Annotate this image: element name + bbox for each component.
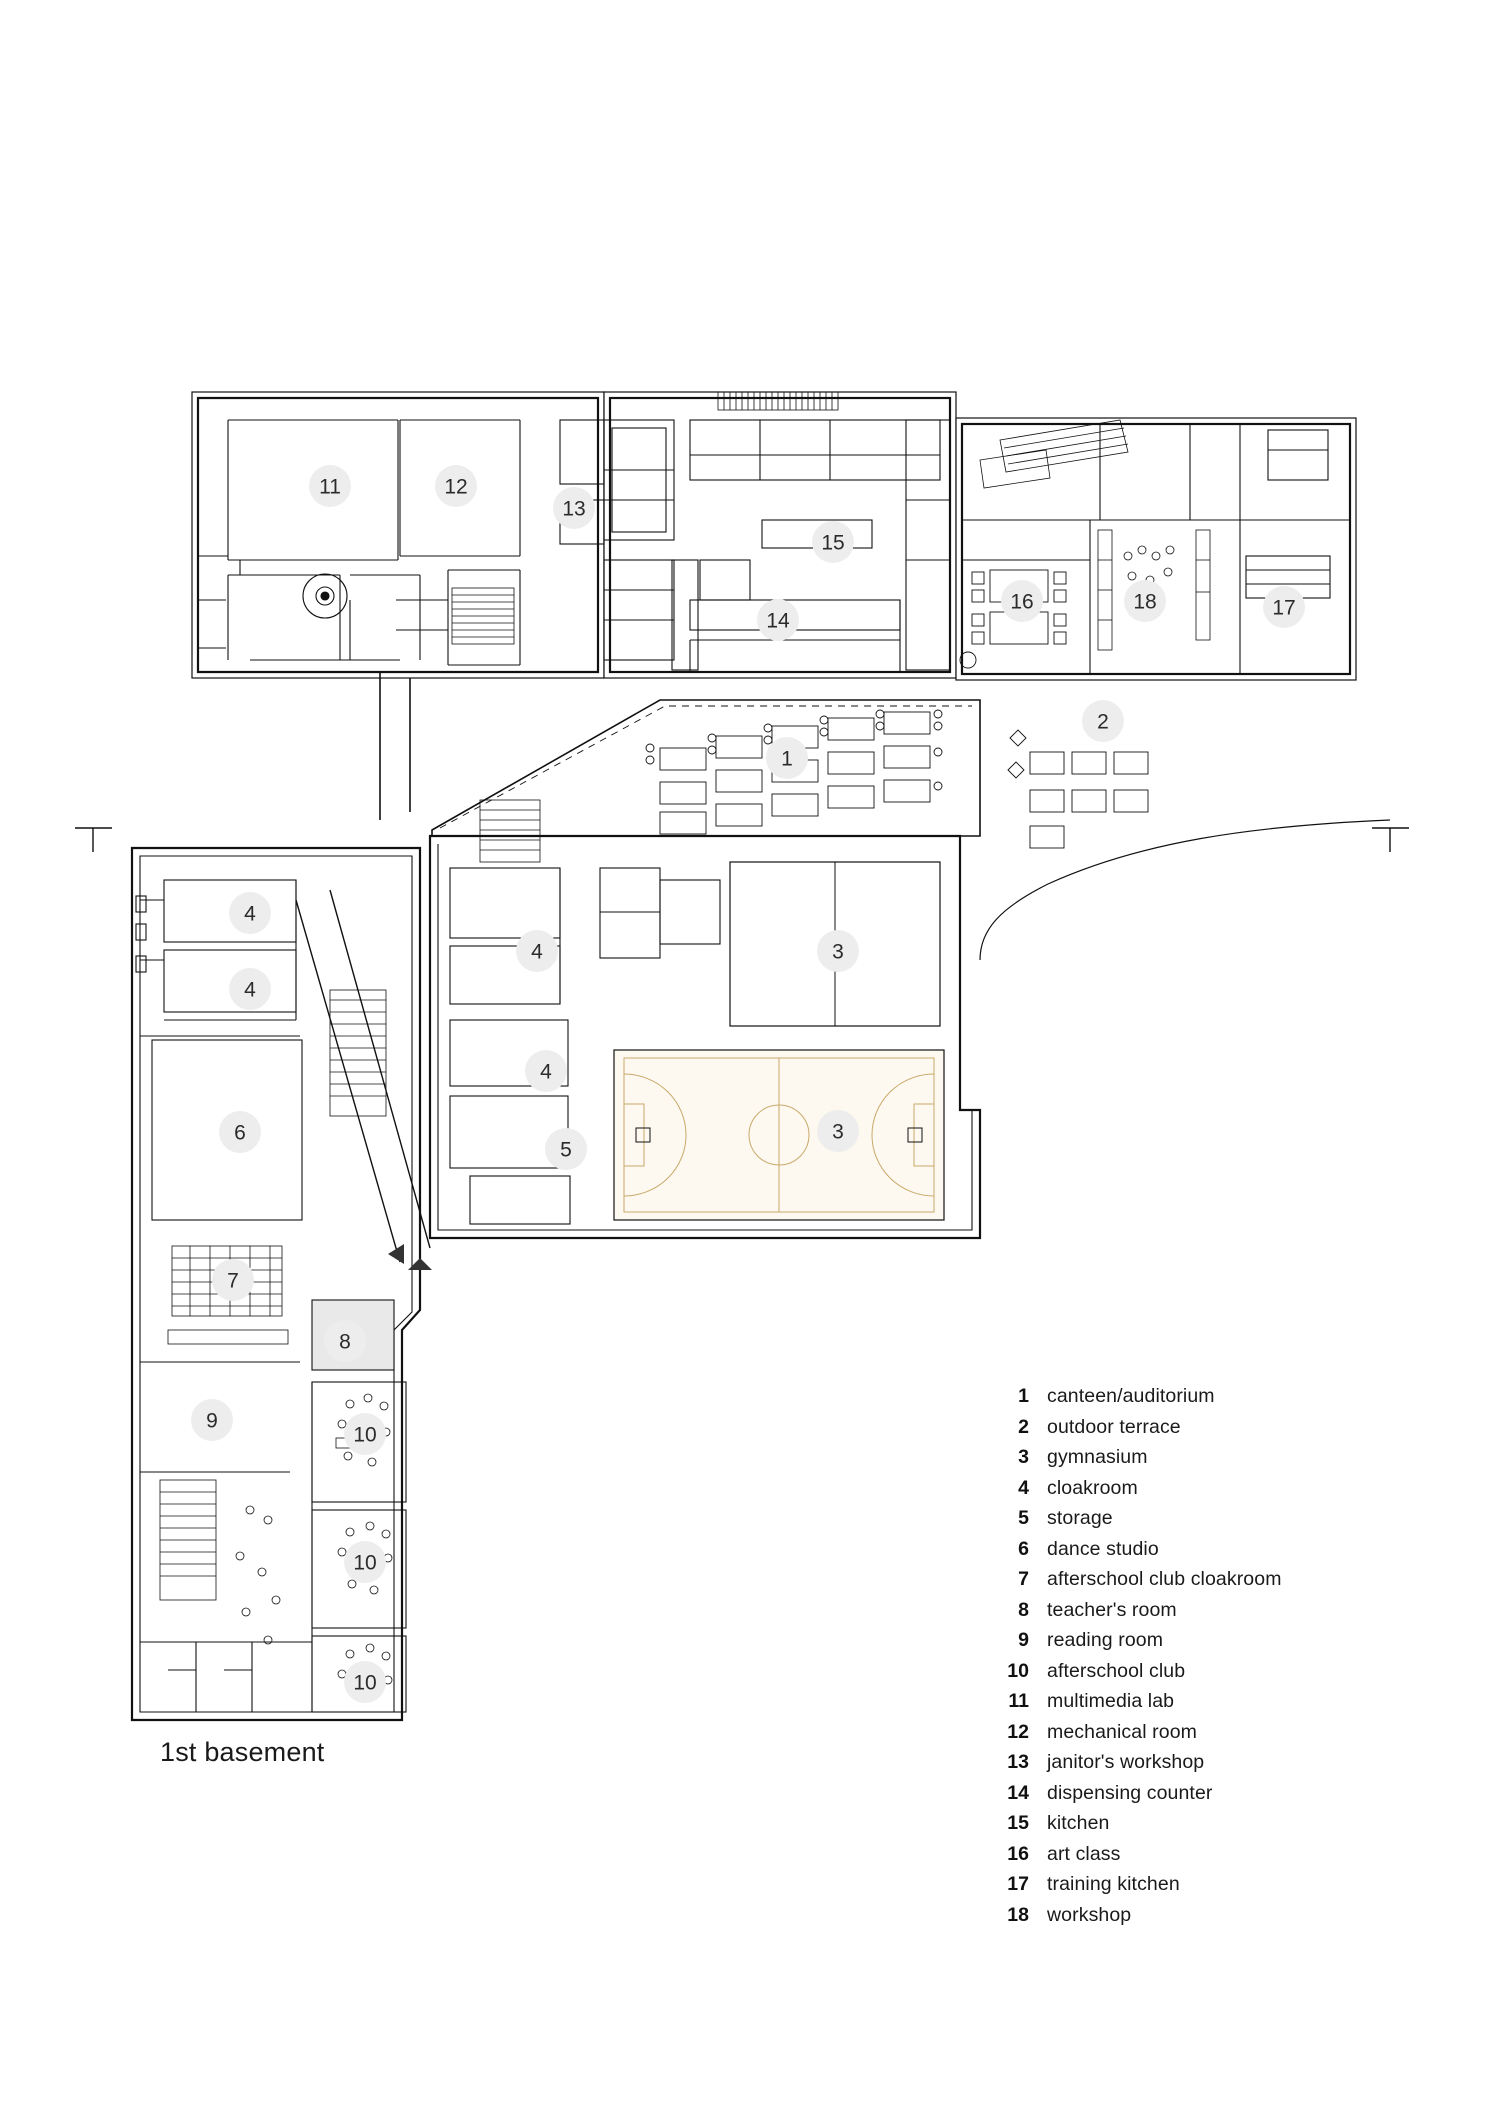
room-marker-label: 7 [227,1269,239,1293]
room-marker-label: 10 [353,1551,377,1575]
marker-12 [435,465,477,507]
legend-number: 5 [1018,1507,1029,1529]
legend-row [1005,1721,1425,1752]
marker-18 [1124,580,1166,622]
legend-row [1005,1538,1425,1569]
room-marker-label: 18 [1133,590,1157,614]
room-marker-label: 4 [540,1060,552,1084]
room-marker-label: 13 [562,497,586,521]
marker-10c [344,1661,386,1703]
marker-1 [766,737,808,779]
legend-number: 17 [1007,1873,1029,1895]
room-marker-label: 4 [244,978,256,1002]
legend-number: 9 [1018,1629,1029,1651]
room-marker-label: 1 [781,747,793,771]
legend-label: gymnasium [1047,1446,1148,1468]
legend-label: afterschool club cloakroom [1047,1568,1282,1590]
landscape-curve [980,820,1390,960]
gym-block [388,800,980,1270]
legend-row [1005,1416,1425,1447]
legend-row [1005,1812,1425,1843]
legend-number: 10 [1007,1659,1029,1682]
legend-label: janitor's workshop [1047,1751,1205,1773]
marker-17 [1263,586,1305,628]
room-marker-label: 16 [1010,590,1034,614]
legend-label: training kitchen [1047,1873,1180,1895]
legend-row [1005,1599,1425,1630]
legend-row [1005,1446,1425,1477]
plan-caption: 1st basement [160,1737,325,1767]
legend-row [1005,1660,1425,1691]
room-marker-label: 17 [1272,596,1296,620]
room-marker-label: 3 [832,940,844,964]
room-marker-label: 11 [319,475,341,499]
legend-label: workshop [1047,1903,1132,1926]
marker-13 [553,487,595,529]
legend-number: 7 [1018,1568,1029,1590]
legend-row [1005,1385,1425,1416]
marker-4c [516,930,558,972]
legend-list [1005,1385,1425,1934]
legend-label: canteen/auditorium [1047,1385,1215,1407]
legend-label: dance studio [1047,1537,1159,1560]
legend-row [1005,1629,1425,1660]
marker-3a [817,930,859,972]
marker-4a [229,892,271,934]
room-marker-label: 12 [444,475,468,499]
legend-label: reading room [1047,1629,1164,1651]
legend-row [1005,1782,1425,1813]
marker-10b [344,1541,386,1583]
legend-label: outdoor terrace [1047,1415,1181,1438]
legend-number: 12 [1007,1720,1029,1743]
section-marker-right [1372,828,1409,852]
legend-row [1005,1690,1425,1721]
legend-number: 11 [1008,1690,1029,1712]
marker-7 [212,1259,254,1301]
marker-14 [757,599,799,641]
room-marker-label: 5 [560,1138,572,1162]
room-marker-label: 10 [353,1671,377,1695]
legend-number: 2 [1018,1415,1029,1438]
marker-2 [1082,700,1124,742]
legend-number: 1 [1018,1385,1029,1407]
marker-16 [1001,580,1043,622]
legend-number: 18 [1007,1903,1029,1926]
west-wing [132,848,430,1720]
marker-10a [344,1413,386,1455]
legend-number: 13 [1007,1751,1029,1773]
legend-label: dispensing counter [1047,1781,1213,1804]
marker-3b [817,1110,859,1152]
legend-row [1005,1751,1425,1782]
room-marker-label: 8 [339,1330,351,1354]
marker-11 [309,465,351,507]
marker-6 [219,1111,261,1153]
legend-label: kitchen [1047,1812,1110,1834]
legend-number: 4 [1018,1476,1029,1499]
marker-4b [229,968,271,1010]
marker-9 [191,1399,233,1441]
legend-row [1005,1904,1425,1935]
legend-row [1005,1507,1425,1538]
legend-label: cloakroom [1047,1476,1138,1499]
marker-8 [324,1320,366,1362]
legend-number: 6 [1018,1537,1029,1560]
legend-label: storage [1047,1507,1113,1529]
legend-label: afterschool club [1047,1659,1186,1682]
legend-row [1005,1477,1425,1508]
room-marker-label: 3 [832,1120,844,1144]
room-marker-label: 9 [206,1409,218,1433]
room-marker-label: 15 [821,531,845,555]
legend-row [1005,1843,1425,1874]
legend-label: multimedia lab [1047,1690,1175,1712]
legend-label: art class [1047,1842,1121,1865]
legend-row [1005,1873,1425,1904]
legend-number: 3 [1018,1446,1029,1468]
section-marker-left [75,828,112,852]
room-marker-label: 14 [766,609,790,633]
room-marker-label: 10 [353,1423,377,1447]
legend-number: 15 [1007,1812,1029,1834]
legend-label: mechanical room [1047,1720,1197,1743]
room-marker-label: 4 [531,940,543,964]
legend-number: 16 [1007,1842,1029,1865]
legend-number: 8 [1018,1598,1029,1621]
marker-4d [525,1050,567,1092]
room-marker-label: 6 [234,1121,246,1145]
room-marker-label: 2 [1097,710,1109,734]
connector-corridor [380,672,410,820]
marker-5 [545,1128,587,1170]
legend-label: teacher's room [1047,1598,1177,1621]
legend-number: 14 [1007,1781,1029,1804]
room-marker-label: 4 [244,902,256,926]
legend-row [1005,1568,1425,1599]
marker-15 [812,521,854,563]
